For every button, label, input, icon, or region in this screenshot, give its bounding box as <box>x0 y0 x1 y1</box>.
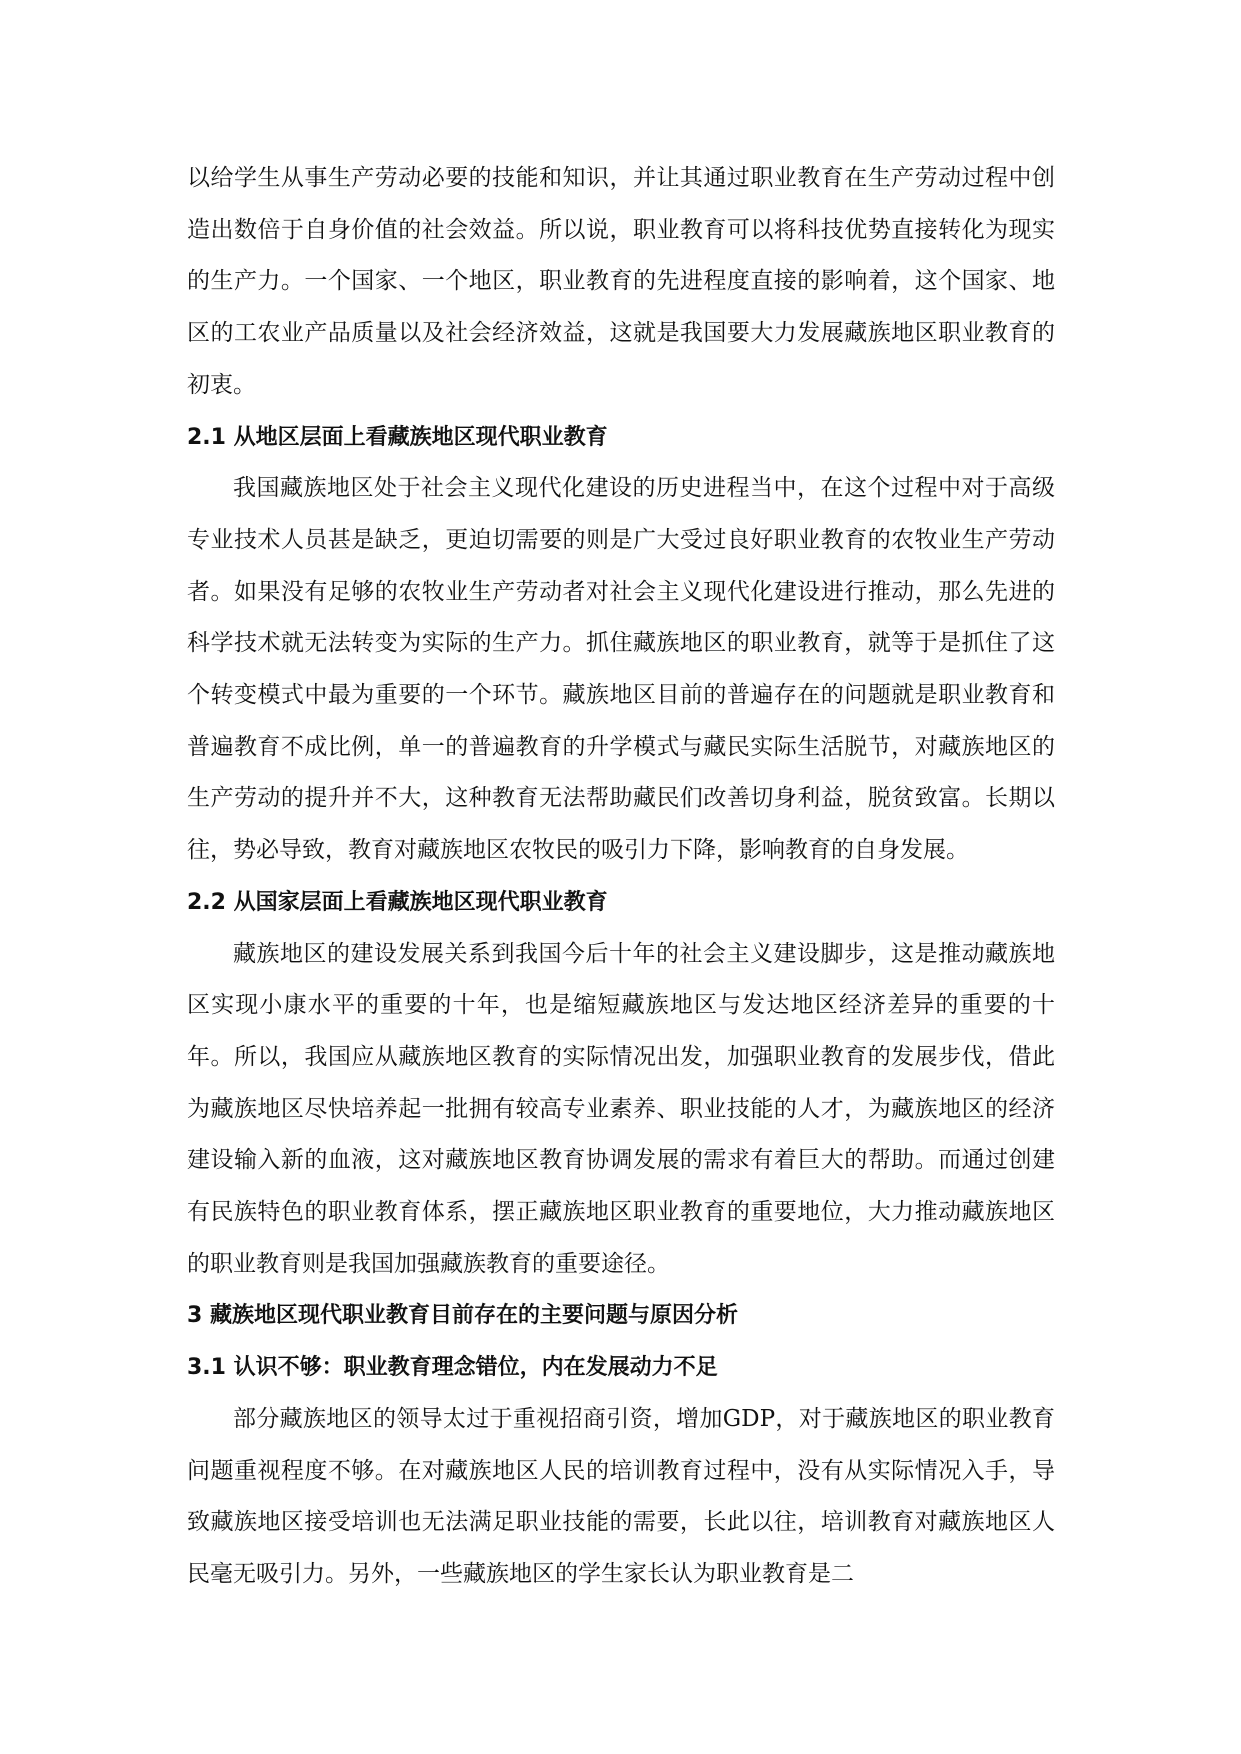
paragraph-awareness: 部分藏族地区的领导太过于重视招商引资，增加GDP，对于藏族地区的职业教育问题重视程度不够。在对藏族地区人民的培训教育过程中，没有从实际情况入手，导致藏族地区接受培训也无法满足职业技能的需要，长此以往，培训教育对藏族地区人民毫无吸引力。另外，一些藏族地区的学生家长认为职业教育是二 <box>187 1405 1055 1587</box>
heading-2-2: 2.2 从国家层面上看藏族地区现代职业教育 <box>187 889 608 915</box>
heading-2-1: 2.1 从地区层面上看藏族地区现代职业教育 <box>187 424 608 450</box>
heading-3-1: 3.1 认识不够：职业教育理念错位，内在发展动力不足 <box>187 1355 718 1381</box>
document-page <box>187 153 1055 1601</box>
paragraph-regional: 我国藏族地区处于社会主义现代化建设的历史进程当中，在这个过程中对于高级专业技术人员甚是缺乏，更迫切需要的则是广大受过良好职业教育的农牧业生产劳动者。如果没有足够的农牧业生产劳动者对社会主义现代化建设进行推动，那么先进的科学技术就无法转变为实际的生产力。抓住藏族地区的职业教育，就等于是抓住了这个转变模式中最为重要的一个环节。藏族地区目前的普遍存在的问题就是职业教育和普遍教育不成比例，单一的普遍教育的升学模式与藏民实际生活脱节，对藏族地区的生产劳动的提升并不大，这种教育无法帮助藏民们改善切身利益，脱贫致富。长期以往，势必导致，教育对藏族地区农牧民的吸引力下降，影响教育的自身发展。 <box>187 475 1055 864</box>
paragraph-national: 藏族地区的建设发展关系到我国今后十年的社会主义建设脚步，这是推动藏族地区实现小康水平的重要的十年，也是缩短藏族地区与发达地区经济差异的重要的十年。所以，我国应从藏族地区教育的实际情况出发，加强职业教育的发展步伐，借此为藏族地区尽快培养起一批拥有较高专业素养、职业技能的人才，为藏族地区的经济建设输入新的血液，这对藏族地区教育协调发展的需求有着巨大的帮助。而通过创建有民族特色的职业教育体系，摆正藏族地区职业教育的重要地位，大力推动藏族地区的职业教育则是我国加强藏族教育的重要途径。 <box>187 940 1055 1277</box>
paragraph-intro: 以给学生从事生产劳动必要的技能和知识，并让其通过职业教育在生产劳动过程中创造出数倍于自身价值的社会效益。所以说，职业教育可以将科技优势直接转化为现实的生产力。一个国家、一个地区，职业教育的先进程度直接的影响着，这个国家、地区的工农业产品质量以及社会经济效益，这就是我国要大力发展藏族地区职业教育的初衷。 <box>187 165 1055 398</box>
heading-3: 3 藏族地区现代职业教育目前存在的主要问题与原因分析 <box>187 1303 738 1329</box>
